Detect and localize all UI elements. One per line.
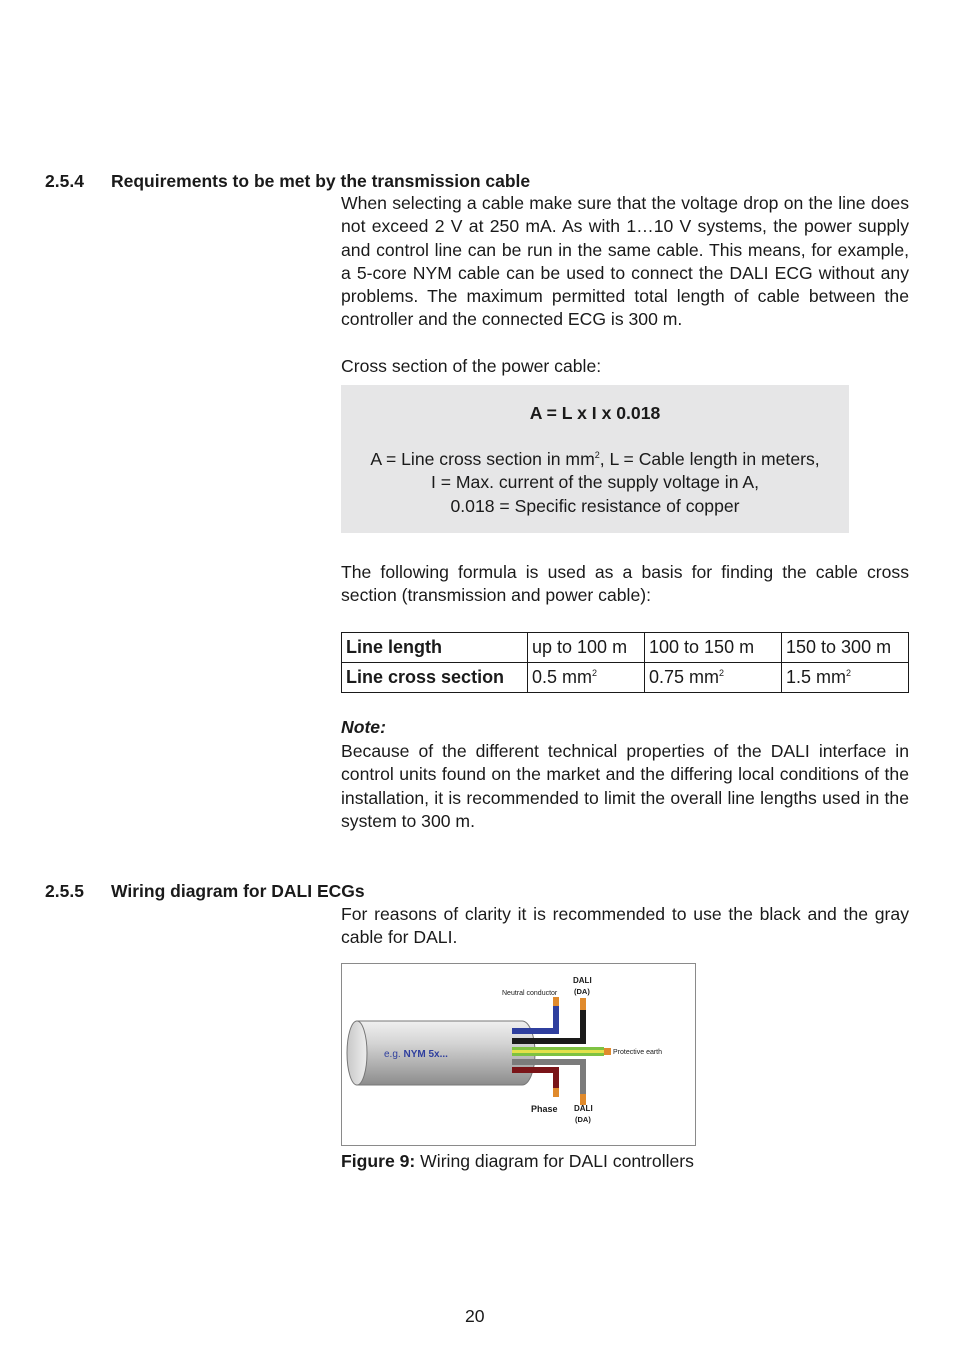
table-cell: 100 to 150 m — [645, 633, 782, 663]
table-header-line-length: Line length — [342, 633, 528, 663]
formula-equation: A = L x I x 0.018 — [529, 403, 661, 423]
cell-value: 0.5 mm — [532, 667, 593, 687]
unit-superscript: 2 — [719, 668, 725, 678]
unit-superscript: 2 — [846, 668, 852, 678]
formula-legend-line-1-b: , L = Cable length in meters, — [599, 449, 820, 470]
cell-value: 0.75 mm — [649, 667, 720, 687]
neutral-conductor-label: Neutral conductor — [502, 990, 558, 997]
formula-legend-line-1-a: A = Line cross section in mm — [370, 449, 595, 470]
formula-legend-sup: 2 — [594, 450, 600, 461]
section-number: 2.5.4 — [45, 171, 84, 191]
formula-legend-line-2: I = Max. current of the supply voltage in A, — [430, 472, 760, 493]
wiring-diagram — [342, 964, 695, 1145]
formula-legend-line-1 — [341, 448, 849, 471]
dali-bottom-label-line-2: (DA) — [575, 1115, 591, 1124]
wiring-diagram-figure — [341, 963, 696, 1146]
dali-top-label-line-2: (DA) — [574, 987, 590, 996]
dali-bottom-label-line-1: DALI — [574, 1104, 593, 1113]
paragraph-formula-basis: The following formula is used as a basis for finding the cable cross section (transmission and power cable): — [341, 562, 909, 606]
table-cell — [782, 663, 909, 693]
section-title: Wiring diagram for DALI ECGs — [111, 881, 365, 901]
note-title: Note: — [341, 717, 386, 737]
dali-top-label-line-1: DALI — [573, 976, 592, 985]
table-row — [342, 663, 909, 693]
cable-type-label — [384, 1049, 448, 1060]
cable-type-name: NYM 5x... — [403, 1049, 448, 1060]
section-number: 2.5.5 — [45, 881, 84, 901]
table-cell — [645, 663, 782, 693]
paragraph-cable-requirements: When selecting a cable make sure that the voltage drop on the line does not exceed 2 V at 250 mA. As with 1…10 V systems, the power supply and control line can be run in the same cable. This means, for example, a 5-core NYM cable can be used to connect the DALI ECG without any problems. The maximum permitted total length of cable between the controller and the connected ECG is 300 m. — [341, 193, 909, 330]
protective-earth-label: Protective earth — [613, 1049, 663, 1056]
note-text: Because of the different technical properties of the DALI interface in control units found on the market and the differing local conditions of the installation, it is recommended to limit the overall line lengths used in the system to 300 m. — [341, 741, 909, 831]
cross-section-label: Cross section of the power cable: — [341, 356, 602, 376]
paragraph-dali-cable: For reasons of clarity it is recommended to use the black and the gray cable for DALI. — [341, 904, 909, 948]
cable-type-prefix: e.g. — [384, 1049, 404, 1060]
cell-value: 1.5 mm — [786, 667, 847, 687]
protective-earth-wire — [512, 1047, 611, 1056]
section-heading-2-5-4 — [45, 171, 645, 193]
cable-cross-section-table — [341, 632, 909, 693]
unit-superscript: 2 — [592, 668, 598, 678]
figure-caption-text: Wiring diagram for DALI controllers — [415, 1151, 694, 1171]
table-row — [342, 633, 909, 663]
table-header-line-cross-section: Line cross section — [342, 663, 528, 693]
formula-box — [341, 385, 849, 533]
formula-legend-line-3: 0.018 = Specific resistance of copper — [450, 495, 740, 516]
table-cell — [528, 663, 645, 693]
figure-caption — [341, 1151, 694, 1172]
phase-label: Phase — [531, 1104, 558, 1114]
table-cell: 150 to 300 m — [782, 633, 909, 663]
figure-caption-label: Figure 9: — [341, 1151, 416, 1171]
section-heading-2-5-5 — [45, 881, 645, 903]
page-number: 20 — [465, 1306, 485, 1326]
table-cell: up to 100 m — [528, 633, 645, 663]
section-title: Requirements to be met by the transmission cable — [111, 171, 531, 191]
